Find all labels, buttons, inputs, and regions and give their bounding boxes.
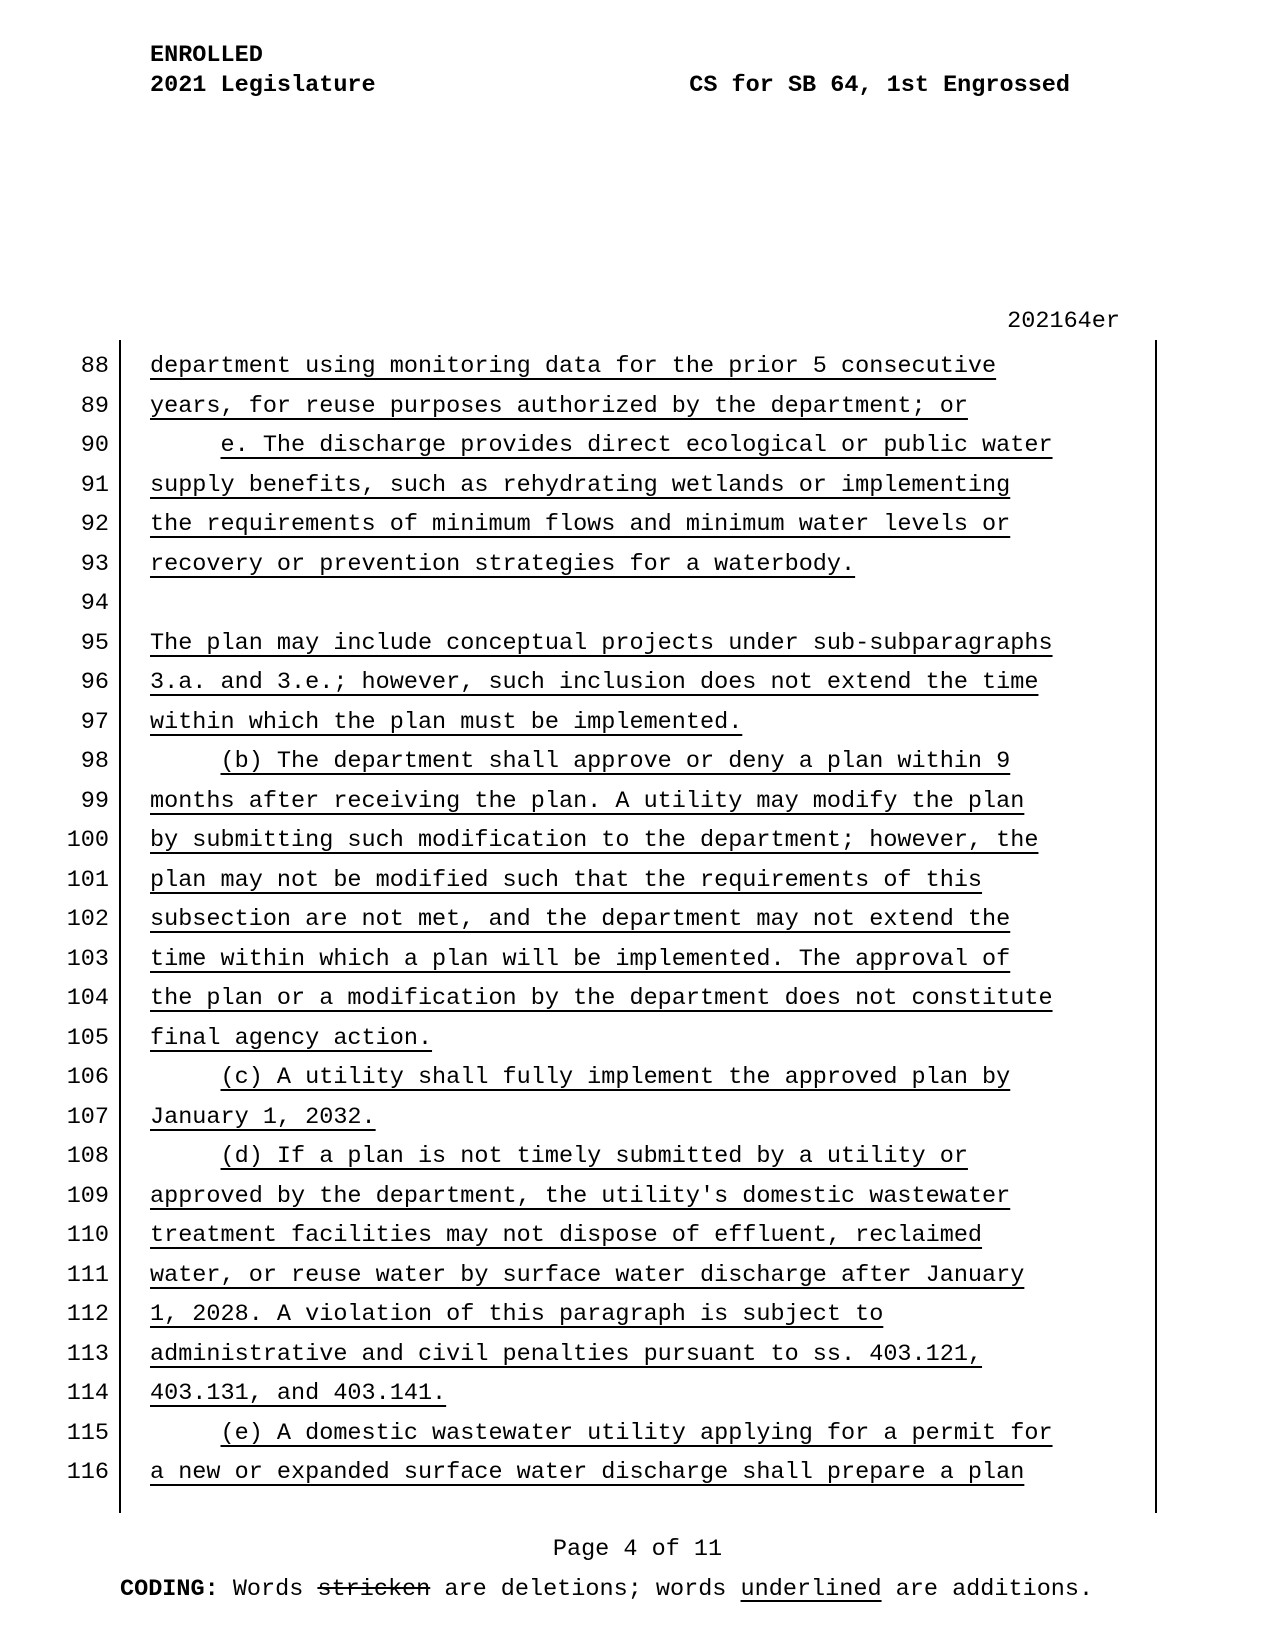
- line-text: treatment facilities may not dispose of effluent, reclaimed: [150, 1222, 983, 1249]
- document-line: [0, 742, 1275, 782]
- line-number: 96: [80, 669, 109, 696]
- document-line: [0, 940, 1275, 980]
- line-text: (d) If a plan is not timely submitted by a utility or: [220, 1143, 968, 1170]
- line-text: supply benefits, such as rehydrating wetlands or implementing: [150, 471, 1011, 499]
- line-number: 106: [66, 1064, 109, 1091]
- document-line: [0, 1453, 1275, 1493]
- line-number: 91: [80, 471, 109, 499]
- line-number: 116: [66, 1459, 109, 1486]
- document-line: [0, 466, 1275, 506]
- line-text: within which the plan must be implemented.: [150, 708, 743, 736]
- line-text: the requirements of minimum flows and minimum water levels or: [150, 511, 1011, 538]
- line-number: 92: [80, 511, 109, 538]
- bill-status: ENROLLED: [150, 42, 263, 69]
- line-number: 97: [80, 708, 109, 736]
- line-text: the plan or a modification by the department does not constitute: [150, 985, 1053, 1012]
- document-line: [0, 782, 1275, 822]
- line-number: 108: [66, 1143, 109, 1170]
- line-text: recovery or prevention strategies for a waterbody.: [150, 550, 856, 578]
- bill-title: CS for SB 64, 1st Engrossed: [689, 72, 1070, 99]
- line-number: 105: [66, 1024, 109, 1052]
- document-line: [0, 1295, 1275, 1335]
- document-line: [0, 1098, 1275, 1138]
- line-number: 88: [80, 353, 109, 380]
- document-line: [0, 426, 1275, 466]
- document-line: [0, 663, 1275, 703]
- document-line: [0, 1019, 1275, 1059]
- line-number: 104: [66, 985, 109, 1012]
- line-text: time within which a plan will be implemented. The approval of: [150, 945, 1011, 973]
- line-text: water, or reuse water by surface water discharge after January: [150, 1261, 1025, 1289]
- line-text: by submitting such modification to the department; however, the: [150, 827, 1039, 854]
- line-text: subsection are not met, and the department may not extend the: [150, 906, 1011, 933]
- line-number: 102: [66, 906, 109, 933]
- line-number: 115: [66, 1419, 109, 1447]
- underlined-example: underlined: [740, 1576, 882, 1603]
- document-line: [0, 979, 1275, 1019]
- line-text: 403.131, and 403.141.: [150, 1380, 447, 1407]
- document-line: [0, 1137, 1275, 1177]
- line-text: a new or expanded surface water discharge shall prepare a plan: [150, 1459, 1025, 1486]
- line-text: 1, 2028. A violation of this paragraph is subject to: [150, 1301, 884, 1328]
- line-number: 100: [66, 827, 109, 854]
- document-line: [0, 1177, 1275, 1217]
- coding-legend: CODING: Words stricken are deletions; words underlined are additions.: [120, 1576, 1094, 1603]
- line-text: years, for reuse purposes authorized by the department; or: [150, 392, 968, 420]
- line-number: 89: [80, 392, 109, 420]
- coding-label: CODING:: [120, 1576, 219, 1603]
- line-text: e. The discharge provides direct ecological or public water: [220, 432, 1053, 459]
- document-line: [0, 1414, 1275, 1454]
- line-number: 90: [80, 432, 109, 459]
- line-text: (e) A domestic wastewater utility applying for a permit for: [220, 1419, 1053, 1447]
- line-number: 111: [66, 1261, 109, 1289]
- document-line: [0, 821, 1275, 861]
- line-number: 107: [66, 1103, 109, 1131]
- document-line: [0, 900, 1275, 940]
- document-line: [0, 545, 1275, 585]
- document-line: [0, 1216, 1275, 1256]
- document-line: [0, 347, 1275, 387]
- page-number: Page 4 of 11: [552, 1536, 723, 1563]
- bill-text-body: [0, 347, 1275, 1493]
- document-line: [0, 861, 1275, 901]
- line-number: 112: [66, 1301, 109, 1328]
- line-text: department using monitoring data for the prior 5 consecutive: [150, 353, 997, 380]
- document-line: [0, 1374, 1275, 1414]
- line-text: administrative and civil penalties pursuant to ss. 403.121,: [150, 1340, 983, 1368]
- line-text: The plan may include conceptual projects under sub-subparagraphs: [150, 629, 1053, 657]
- line-number: 113: [66, 1340, 109, 1368]
- line-number: 109: [66, 1182, 109, 1210]
- document-line: [0, 387, 1275, 427]
- line-number: 99: [80, 787, 109, 815]
- document-line: [0, 1335, 1275, 1375]
- line-number: 95: [80, 629, 109, 657]
- line-number: 98: [80, 748, 109, 775]
- line-text: plan may not be modified such that the requirements of this: [150, 866, 983, 894]
- document-line: [0, 624, 1275, 664]
- line-text: 3.a. and 3.e.; however, such inclusion does not extend the time: [150, 669, 1039, 696]
- line-text: final agency action.: [150, 1024, 433, 1052]
- legislature-session: 2021 Legislature: [150, 72, 376, 99]
- line-number: 101: [66, 866, 109, 894]
- line-text: approved by the department, the utility's domestic wastewater: [150, 1182, 1011, 1210]
- line-number: 114: [66, 1380, 109, 1407]
- line-text: January 1, 2032.: [150, 1103, 376, 1131]
- line-number: 110: [66, 1222, 109, 1249]
- document-line: [0, 584, 1275, 624]
- line-text: months after receiving the plan. A utility may modify the plan: [150, 787, 1025, 815]
- line-number: 93: [80, 550, 109, 578]
- line-number: 103: [66, 945, 109, 973]
- line-text: (c) A utility shall fully implement the approved plan by: [220, 1064, 1011, 1091]
- line-number: 94: [80, 590, 109, 617]
- document-line: [0, 703, 1275, 743]
- stricken-example: stricken: [317, 1576, 431, 1603]
- line-text: (b) The department shall approve or deny a plan within 9: [220, 748, 1011, 775]
- document-line: [0, 505, 1275, 545]
- document-line: [0, 1256, 1275, 1296]
- document-line: [0, 1058, 1275, 1098]
- document-number: 202164er: [1007, 308, 1120, 335]
